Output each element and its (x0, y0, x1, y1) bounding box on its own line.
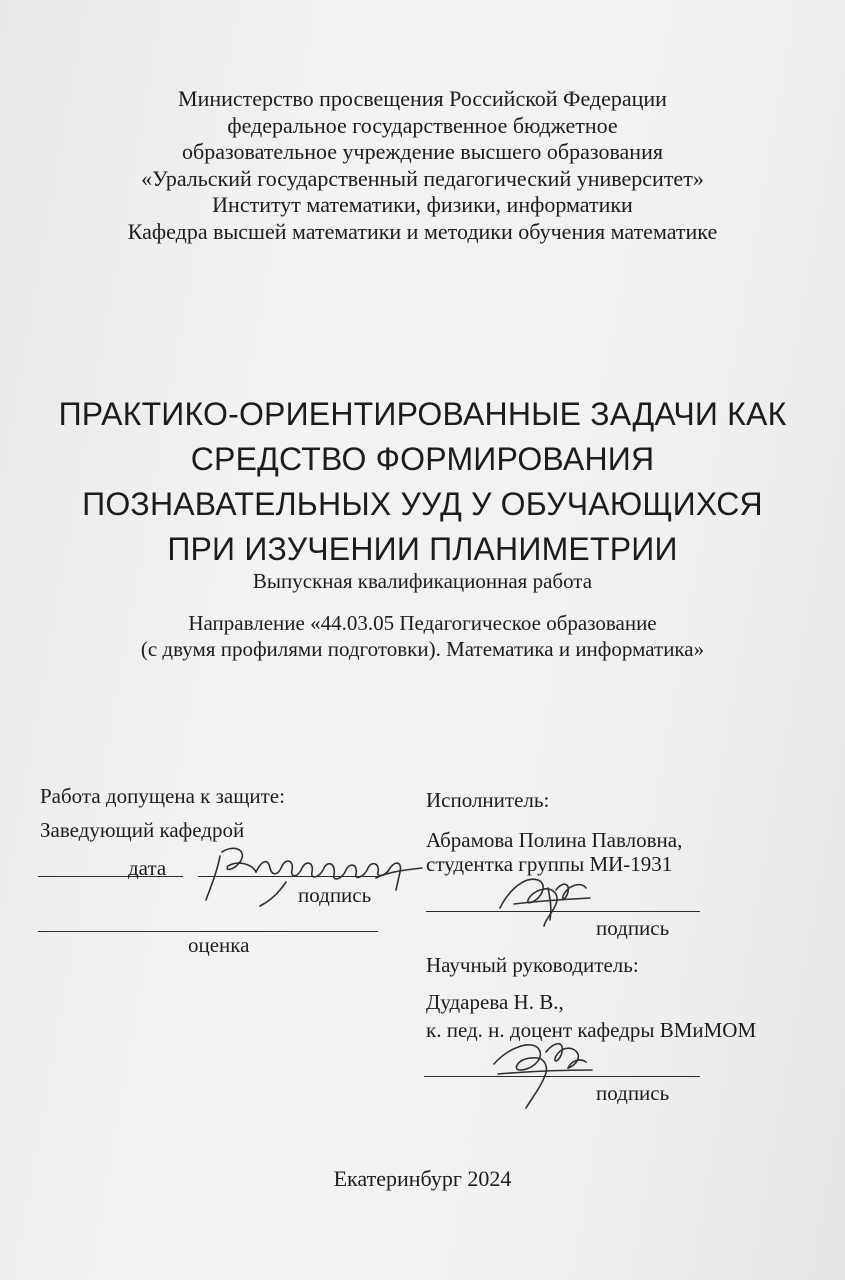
study-direction (0, 610, 845, 662)
supervisor-name: Дударева Н. В., (426, 990, 564, 1014)
supervisor-title: к. пед. н. доцент кафедры ВМиМОМ (426, 1018, 757, 1042)
thesis-title-line: СРЕДСТВО ФОРМИРОВАНИЯ (190, 441, 655, 477)
thesis-title-line: ПОЗНАВАТЕЛЬНЫХ УУД У ОБУЧАЮЩИХСЯ (82, 486, 763, 522)
institution-header (0, 86, 845, 245)
direction-line-1: Направление «44.03.05 Педагогическое образование (188, 611, 657, 635)
supervisor-signature-line (424, 1076, 700, 1077)
executor-signature-line (426, 911, 700, 912)
head-signature-label: подпись (298, 883, 372, 907)
executor-label: Исполнитель: (426, 788, 550, 812)
supervisor-signature-label: подпись (596, 1081, 670, 1105)
thesis-title (0, 392, 845, 572)
executor-signature-label: подпись (596, 916, 670, 940)
admitted-label: Работа допущена к защите: (40, 784, 285, 808)
direction-line-2: (с двумя профилями подготовки). Математика и информатика» (140, 637, 705, 661)
institution-type-line-2: образовательное учреждение высшего образования (182, 139, 663, 164)
institution-type-line: федеральное государственное бюджетное (227, 112, 618, 138)
date-label: дата (128, 856, 167, 880)
grade-label: оценка (188, 933, 250, 957)
ministry-line: Министерство просвещения Российской Федерации (178, 86, 667, 111)
thesis-title-line: ПРАКТИКО-ОРИЕНТИРОВАННЫЕ ЗАДАЧИ КАК (58, 396, 787, 432)
university-name: «Уральский государственный педагогический университет» (141, 165, 704, 191)
head-signature-image (190, 838, 430, 908)
supervisor-signature-image (488, 1030, 598, 1112)
supervisor-label: Научный руководитель: (426, 953, 639, 977)
thesis-title-line: ПРИ ИЗУЧЕНИИ ПЛАНИМЕТРИИ (167, 531, 678, 567)
department-name: Кафедра высшей математики и методики обучения математике (127, 218, 718, 244)
executor-name: Абрамова Полина Павловна, (426, 828, 683, 852)
work-type: Выпускная квалификационная работа (252, 569, 593, 593)
executor-signature-image (490, 868, 600, 928)
head-of-department-label: Заведующий кафедрой (40, 818, 245, 842)
institute-name: Институт математики, физики, информатики (212, 192, 633, 217)
executor-group: студентка группы МИ-1931 (426, 852, 673, 876)
grade-line (38, 931, 378, 932)
city-year: Екатеринбург 2024 (333, 1166, 512, 1191)
